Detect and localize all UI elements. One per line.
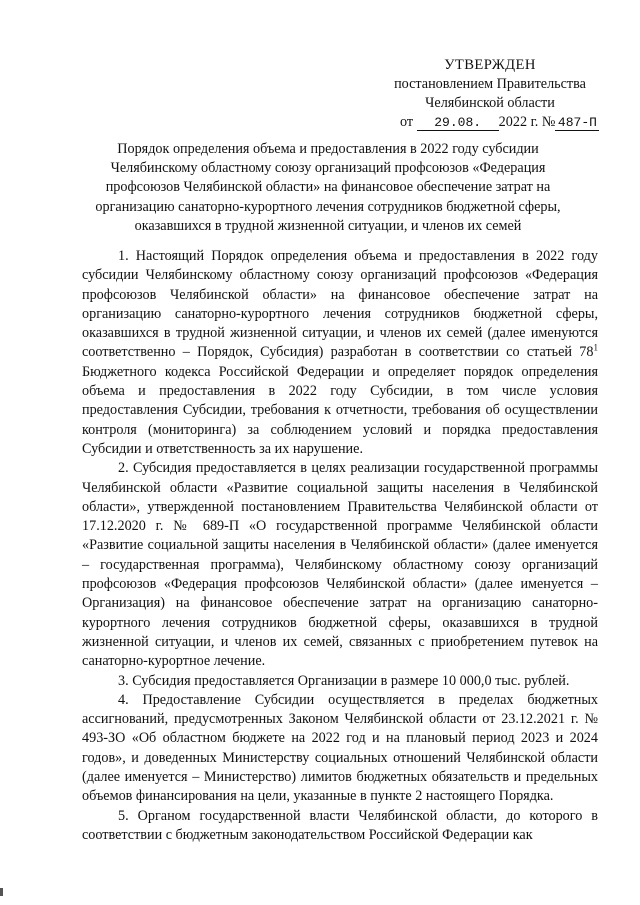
paragraph-2: 2. Субсидия предоставляется в целях реализации государственной программы Челябинской области «Развитие социальной защиты населения в Челябинской области», утвержденной постановлением Правительства Челябинской области от 17.12.2020 г. № 689-П «О государственной программе Челябинской области «Развитие социальной защиты населения в Челябинской области» (далее именуется – государственная программа), Челябинскому областному союзу организаций профсоюзов «Федерация профсоюзов Челябинской области» (далее именуется – Организация) на финансовое обеспечение затрат на организацию санаторно-курортного лечения сотрудников бюджетной сферы, оказавшихся в трудной жизненной ситуации, и членов их семей, связанных с приобретением путевок на санаторно-курортное лечение. <box>82 460 598 670</box>
approval-line-2: Челябинской области <box>425 95 555 111</box>
paragraph-4: 4. Предоставление Субсидии осуществляется в пределах бюджетных ассигнований, предусмотренных Законом Челябинской области от 23.12.2021 г. № 493-ЗО «Об областном бюджете на 2022 год и на плановый период 2023 и 2024 годов», и доведенных Министерству социальных отношений Челябинской области (далее именуется – Министерство) лимитов бюджетных обязательств и предельных объемов финансирования на цели, указанные в пункте 2 настоящего Порядка. <box>82 691 598 805</box>
document-title: Порядок определения объема и предоставления в 2022 году субсидии Челябинскому областному союзу организаций профсоюзов «Федерация профсоюзов Челябинской области» на финансовое обеспечение затрат на организацию санаторно-курортного лечения сотрудников бюджетной сферы, оказавшихся в трудной жизненной ситуации, и членов их семей <box>95 141 561 234</box>
approval-date: 29.08. <box>417 115 499 131</box>
paragraph-5: 5. Органом государственной власти Челябинской области, до которого в соответствии с бюджетным законодательством Российской Федерации как <box>82 807 598 843</box>
paragraph-1-start: 1. Настоящий Порядок определения объема и предоставления в 2022 году субсидии Челябинскому областному союзу организаций профсоюзов «Федерация профсоюзов Челябинской области» на финансовое обеспечение затрат на организацию санаторно-курортного лечения сотрудников бюджетной сферы, оказавшихся в трудной жизненной ситуации, и членов их семей (далее именуются соответственно – Порядок, Субсидия) разработан в соответствии со статьей 78 <box>82 248 598 361</box>
approval-date-line <box>400 113 600 132</box>
year-suffix: 2022 г. № <box>498 114 556 130</box>
document-body <box>82 247 598 845</box>
approval-line-1: постановлением Правительства <box>394 76 586 92</box>
approval-stamp: УТВЕРЖДЕН <box>444 57 536 73</box>
approval-block <box>380 56 600 132</box>
paragraph-1-end: Бюджетного кодекса Российской Федерации и определяет порядок определения объема и предоставления в 2022 году Субсидии, в том числе условия предоставления Субсидии, требования к отчетности, требования об осуществлении контроля (мониторинга) за соблюдением условий и порядка предоставления Субсидии и ответственность за их нарушение. <box>82 363 598 457</box>
from-label: от <box>400 114 414 130</box>
approval-number: 487-П <box>555 115 599 131</box>
superscript-marker: 1 <box>593 342 598 353</box>
scan-edge-mark <box>0 888 3 896</box>
paragraph-3: 3. Субсидия предоставляется Организации в размере 10 000,0 тыс. рублей. <box>118 672 570 689</box>
paragraph-1 <box>82 247 598 459</box>
